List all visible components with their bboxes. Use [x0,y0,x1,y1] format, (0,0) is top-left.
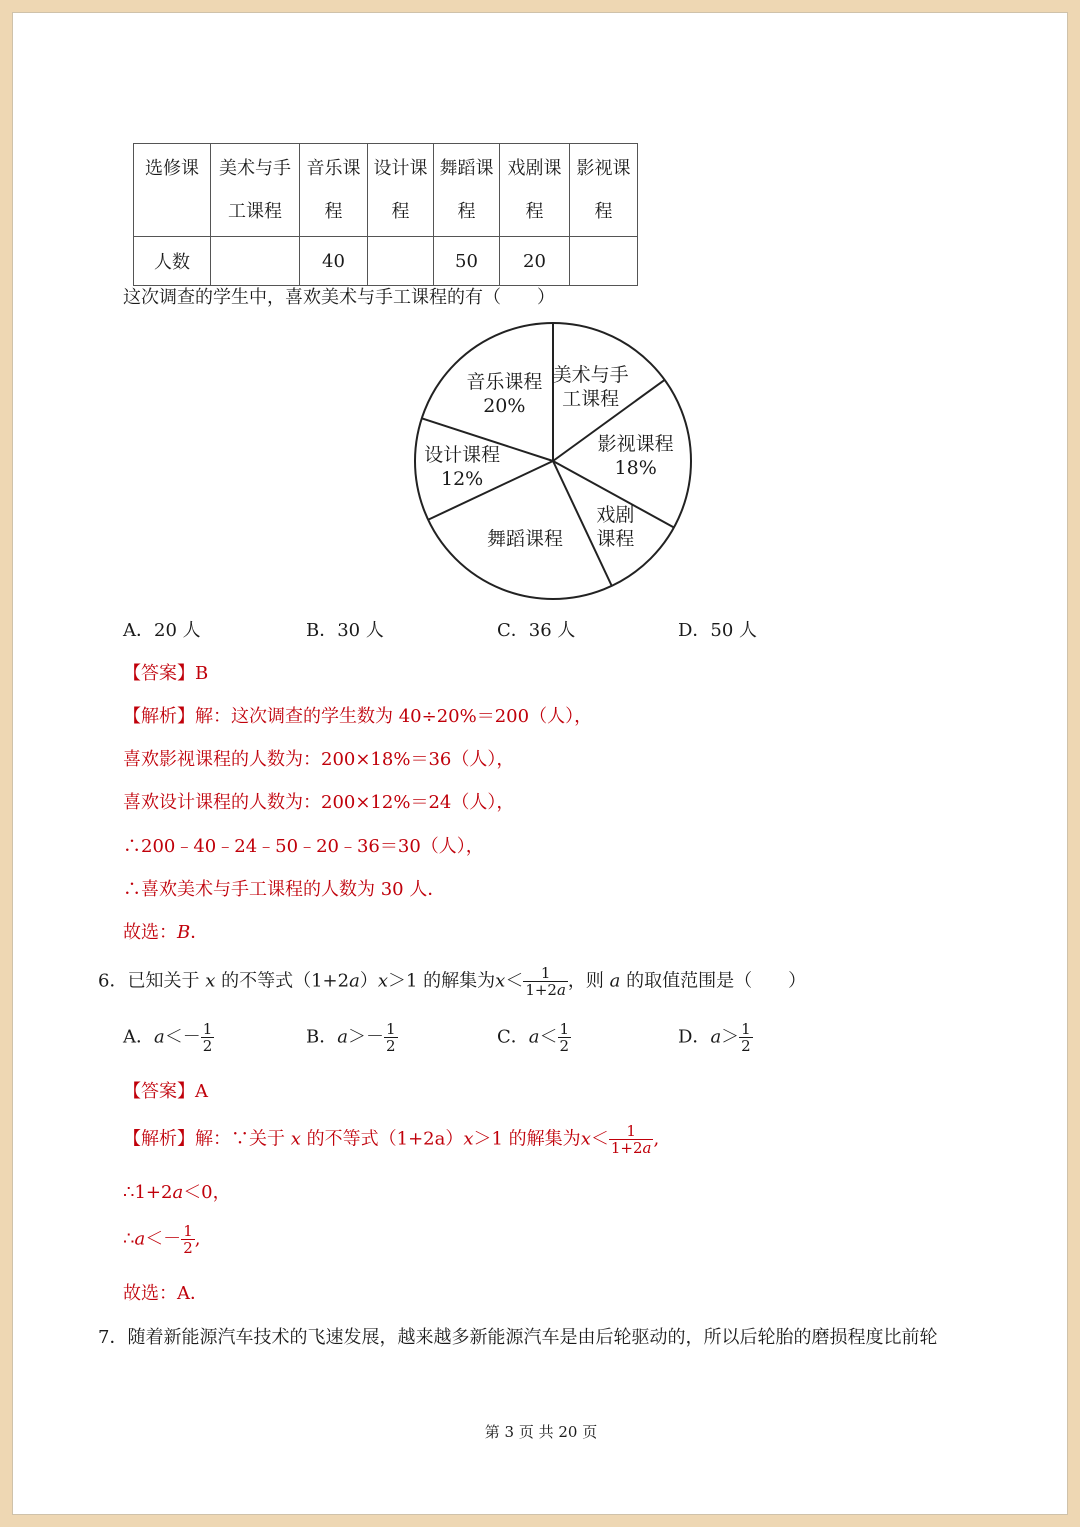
option-b: B．a＞－ $\frac{1}{2}$ [306,1020,396,1055]
analysis-line: ∴200﹣40﹣24﹣50﹣20﹣36＝30（人）， [123,836,484,857]
option-b: B．30 人 [306,620,384,641]
option-d: D．50 人 [678,620,758,641]
fraction: $\frac{1}{2}$ [183,1222,193,1257]
fraction: $\frac{1}{1+2a}$ [610,1122,652,1157]
fraction: $\frac{1}{1+2a}$ [525,964,566,999]
analysis-line: ∴a＜－ $\frac{1}{2}$ , [123,1222,201,1257]
table-cell: 40 [300,237,368,286]
analysis-line: 喜欢影视课程的人数为：200×18%＝36（人）， [123,749,515,770]
table-cell: 设计课 程 [368,144,434,237]
table-cell: 戏剧课 程 [500,144,570,237]
option-c: C．36 人 [497,620,576,641]
analysis-line: 【解析】解：∵关于 x 的不等式（1+2a）x＞1 的解集为x＜ $\frac{1}{1+2a}$ , [123,1122,660,1157]
table-cell: 音乐课 程 [300,144,368,237]
choice-5: 故选：B． [123,922,209,943]
option-a: A．a＜－ $\frac{1}{2}$ [123,1020,213,1055]
table-cell: 美术与手 工课程 [211,144,300,237]
analysis-line: 【解析】解：这次调查的学生数为 40÷20%＝200（人）， [123,706,593,727]
answer-6: 【答案】A [123,1081,208,1102]
answer-5: 【答案】B [123,663,209,684]
option-d: D．a＞ $\frac{1}{2}$ [678,1020,751,1055]
analysis-line: ∴喜欢美术与手工课程的人数为 30 人． [123,879,446,900]
pie-slice-label: 舞蹈课程 [486,527,563,550]
table-header-row [134,144,638,237]
option-a: A．20 人 [123,620,201,641]
pie-slice-label: 戏剧 课程 [596,504,635,551]
table-cell: 舞蹈课 程 [434,144,500,237]
table-cell: 选修课 [134,144,211,237]
fraction: $\frac{1}{2}$ [385,1020,396,1055]
question-7-stem: 7．随着新能源汽车技术的飞速发展，越来越多新能源汽车是由后轮驱动的，所以后轮胎的磨损程度比前轮 [98,1327,938,1348]
analysis-line: ∴1+2a＜0， [123,1182,231,1203]
table-cell [368,237,434,286]
document-page [12,12,1068,1515]
question-6-stem: 6．已知关于 x 的不等式（1+2a）x＞1 的解集为x＜ $\frac{1}{1+2a}$ ，则 a 的取值范围是（ ） [98,964,807,999]
analysis-line: 喜欢设计课程的人数为：200×12%＝24（人）， [123,792,515,813]
table-cell: 20 [500,237,570,286]
fraction: $\frac{1}{2}$ [202,1020,213,1055]
table-cell: 人数 [134,237,211,286]
pie-slice-label: 音乐课程 20% [466,371,543,417]
pie-slice-label: 美术与手 工课程 [552,364,629,411]
table-cell [211,237,300,286]
option-c: C．a＜ $\frac{1}{2}$ [497,1020,570,1055]
fraction: $\frac{1}{2}$ [559,1020,570,1055]
survey-table [133,143,638,286]
table-cell: 影视课 程 [570,144,638,237]
pie-slice-label: 设计课程 12% [424,443,501,490]
choice-6: 故选：A． [123,1283,208,1304]
table-cell [570,237,638,286]
pie-labels [403,311,703,611]
pie-slice-label: 影视课程 18% [597,432,674,479]
page-footer: 第 3 页 共 20 页 [484,1423,598,1441]
table-cell: 50 [434,237,500,286]
fraction: $\frac{1}{2}$ [741,1020,751,1055]
question-5-stem: 这次调查的学生中，喜欢美术与手工课程的有（ ） [123,287,555,308]
table-row [134,237,638,286]
